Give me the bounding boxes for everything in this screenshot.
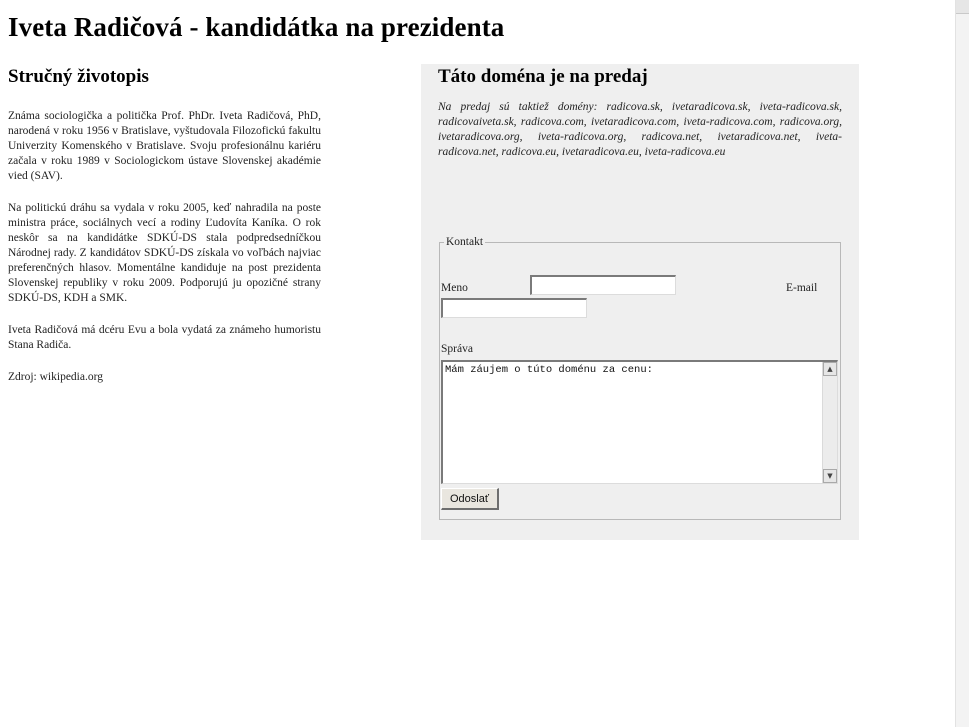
name-label: Meno <box>441 282 468 294</box>
sale-heading: Táto doména je na predaj <box>438 66 648 87</box>
email-label: E-mail <box>786 282 818 294</box>
scroll-up-icon[interactable]: ▲ <box>823 362 837 376</box>
page-scrollbar[interactable] <box>955 0 969 727</box>
bio-paragraph-1: Známa sociologička a politička Prof. PhDr. Iveta Radičová, PhD, narodená v roku 1956 v Bratislave, vyštudovala Filozofickú fakultu Univerzity Komenského v Bratislave. Svoju profesionálnu kariéru začala v roku 1989 v Sociologickom ústave Slovenskej akadémie vied (SAV). <box>8 110 321 182</box>
page-scroll-up-icon[interactable] <box>956 0 969 14</box>
domain-sale-panel <box>421 64 859 540</box>
message-box <box>441 360 838 484</box>
page-title: Iveta Radičová - kandidátka na prezidenta <box>8 12 505 42</box>
bio-paragraph-2: Na politickú dráhu sa vydala v roku 2005, keď nahradila na poste ministra práce, sociálnych vecí a rodiny Ľudovíta Kaníka. O rok neskôr sa na kandidátke SDKÚ-DS stala podpredsedníčkou Národnej rady. Z kandidátov SDKÚ-DS získala vo voľbách najviac preferenčných hlasov. Momentálne kandiduje na post prezidenta Slovenskej republiky v roku 2009. Podporujú ju opozičné strany SDKÚ-DS, KDH a SMK. <box>8 202 321 304</box>
contact-legend: Kontakt <box>446 236 484 248</box>
submit-button[interactable]: Odoslať <box>441 488 499 510</box>
scroll-down-icon[interactable]: ▼ <box>823 469 837 483</box>
contact-form <box>439 236 841 520</box>
name-input[interactable] <box>530 275 676 295</box>
message-textarea[interactable] <box>443 362 823 483</box>
bio-paragraph-3: Iveta Radičová má dcéru Evu a bola vydatá za známeho humoristu Stana Radiča. <box>8 324 321 351</box>
domain-list: Na predaj sú taktiež domény: radicova.sk, ivetaradicova.sk, iveta-radicova.sk, radicovaiveta.sk, radicova.com, ivetaradicova.com, iveta-radicova.com, radicova.org, ivetaradicova.org, iveta-radicova.org, radicova.net, ivetaradicova.net, iveta-radicova.net, radicova.eu, ivetaradicova.eu, iveta-radicova.eu <box>438 101 842 158</box>
bio-source: Zdroj: wikipedia.org <box>8 371 103 383</box>
message-label: Správa <box>441 343 473 355</box>
message-scrollbar[interactable] <box>822 362 837 483</box>
bio-heading: Stručný životopis <box>8 66 149 87</box>
email-input[interactable] <box>441 298 587 318</box>
bio-section <box>8 66 321 402</box>
